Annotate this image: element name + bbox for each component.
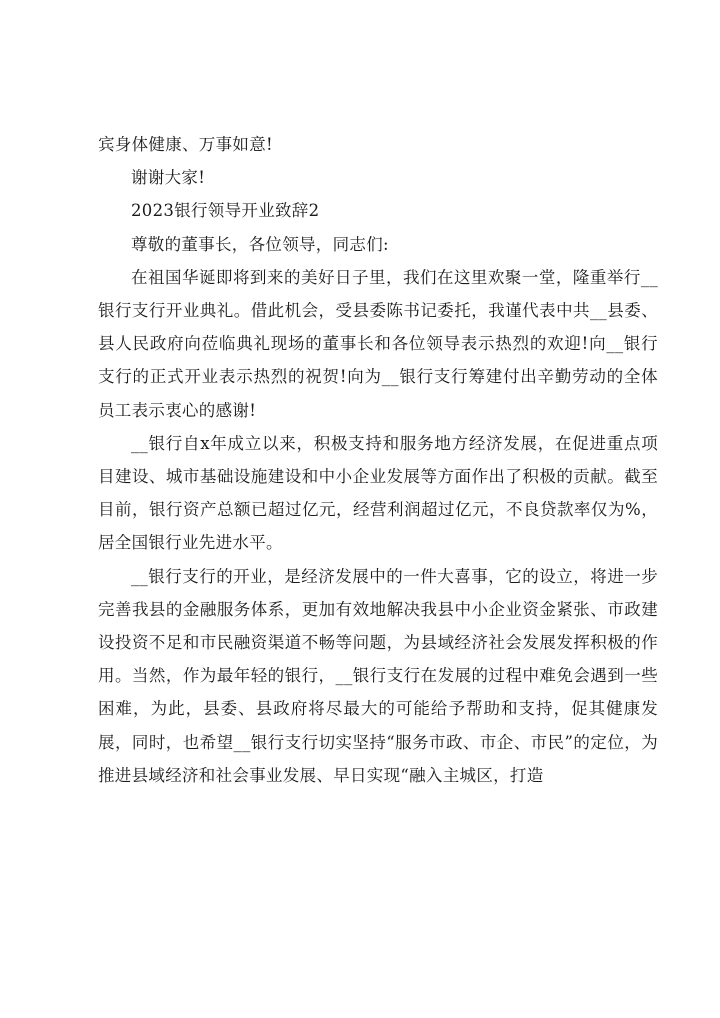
paragraph-opening-significance: __银行支行的开业，是经济发展中的一件大喜事，它的设立，将进一步完善我县的金融服务体系，更加有效地解决我县中小企业资金紧张、市政建设投资不足和市民融资渠道不畅等问题，为县域经济社会发展发挥积极的作用。当然，作为最年轻的银行，__银行支行在发展的过程中难免会遇到一些困难，为此，县委、县政府将尽最大的可能给予帮助和支持，促其健康发展，同时，也希望__银行支行切实坚持“服务市政、市企、市民”的定位，为推进县域经济和社会事业发展、早日实现“融入主城区，打造 <box>98 566 658 785</box>
paragraph-welcome: 在祖国华诞即将到来的美好日子里，我们在这里欢聚一堂，隆重举行__银行支行开业典礼。借此机会，受县委陈书记委托，我谨代表中共__县委、县人民政府向莅临典礼现场的董事长和各位领导表示热烈的欢迎!向__银行支行的正式开业表示热烈的祝贺!向为__银行支行筹建付出辛勤劳动的全体员工表示衷心的感谢! <box>98 267 658 420</box>
paragraph-bank-history: __银行自x年成立以来，积极支持和服务地方经济发展，在促进重点项目建设、城市基础设施建设和中小企业发展等方面作出了积极的贡献。截至目前，银行资产总额已超过亿元，经营利润超过亿元，不良贷款率仅为%，居全国银行业先进水平。 <box>98 433 658 553</box>
section-heading: 2023银行领导开业致辞2 <box>131 201 320 221</box>
paragraph-salutation: 尊敬的董事长，各位领导，同志们: <box>131 234 389 254</box>
paragraph-thanks: 谢谢大家! <box>131 168 206 188</box>
document-body <box>98 128 658 792</box>
paragraph-closing-wishes: 宾身体健康、万事如意! <box>98 135 273 154</box>
